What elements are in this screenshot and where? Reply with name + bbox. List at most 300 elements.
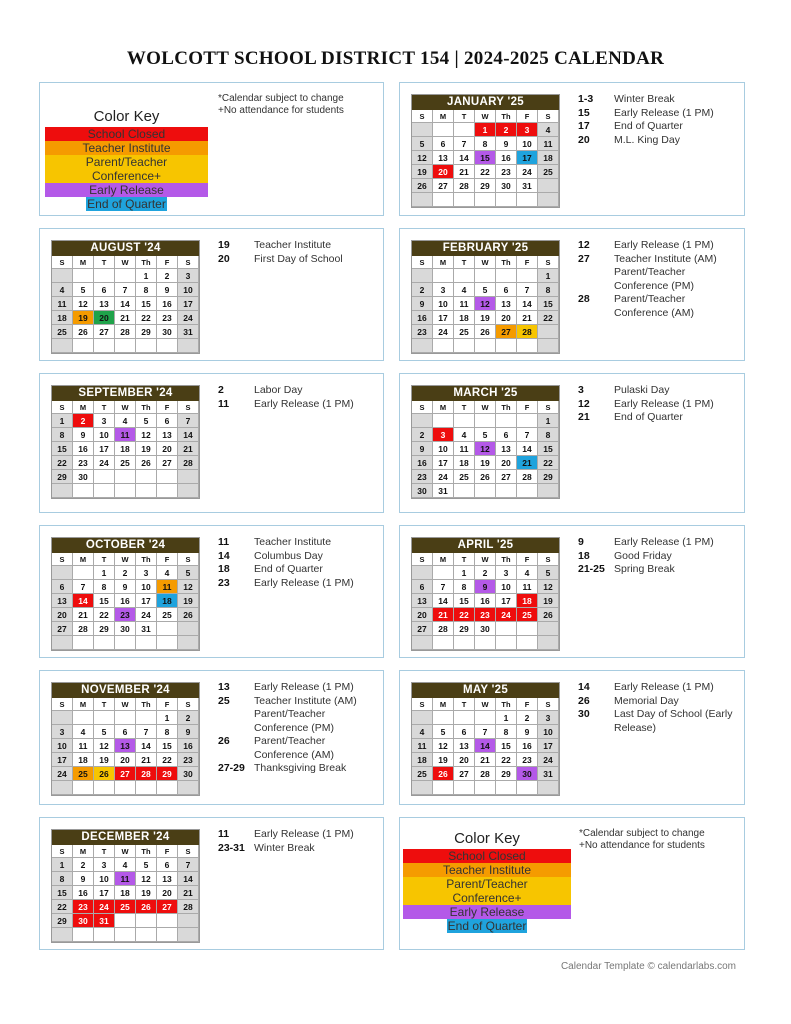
day-cell: 14 xyxy=(136,739,157,753)
empty-day-cell xyxy=(94,484,115,498)
day-cell: 12 xyxy=(475,442,496,456)
event-row xyxy=(218,563,377,577)
empty-day-cell xyxy=(538,179,559,193)
day-cell: 12 xyxy=(136,872,157,886)
weekday-header: S xyxy=(178,401,199,414)
weekday-header: S xyxy=(412,110,433,123)
day-cell: 21 xyxy=(517,456,538,470)
day-cell: 5 xyxy=(178,566,199,580)
weekday-header: S xyxy=(52,845,73,858)
day-cell: 20 xyxy=(115,753,136,767)
color-key-item: Parent/Teacher xyxy=(45,155,208,169)
month-events xyxy=(578,384,738,425)
empty-day-cell xyxy=(517,414,538,428)
weekday-header: W xyxy=(115,698,136,711)
event-description: Early Release (1 PM) xyxy=(614,681,714,693)
empty-day-cell xyxy=(517,193,538,207)
empty-day-cell xyxy=(412,414,433,428)
empty-day-cell xyxy=(517,781,538,795)
day-cell: 9 xyxy=(157,283,178,297)
empty-day-cell xyxy=(136,914,157,928)
event-description: Early Release (1 PM) xyxy=(254,681,354,693)
event-description: M.L. King Day xyxy=(614,133,680,146)
event-description: Early Release (1 PM) xyxy=(614,106,714,119)
day-cell: 17 xyxy=(433,311,454,325)
day-cell: 11 xyxy=(454,442,475,456)
day-cell: 29 xyxy=(157,767,178,781)
weekday-header: S xyxy=(538,401,559,414)
weekday-header: Th xyxy=(136,256,157,269)
event-description: End of Quarter xyxy=(254,563,323,575)
day-cell: 31 xyxy=(178,325,199,339)
day-cell: 26 xyxy=(136,900,157,914)
empty-day-cell xyxy=(178,339,199,353)
empty-day-cell xyxy=(412,123,433,137)
empty-day-cell xyxy=(136,781,157,795)
day-cell: 28 xyxy=(454,179,475,193)
month-title: FEBRUARY '25 xyxy=(412,241,559,256)
day-cell: 13 xyxy=(454,739,475,753)
event-row xyxy=(218,577,377,591)
day-cell: 11 xyxy=(454,297,475,311)
day-cell: 14 xyxy=(517,297,538,311)
day-cell: 4 xyxy=(517,566,538,580)
empty-day-cell xyxy=(178,781,199,795)
day-cell: 6 xyxy=(157,858,178,872)
empty-day-cell xyxy=(496,414,517,428)
day-cell: 9 xyxy=(496,137,517,151)
day-cell: 8 xyxy=(94,580,115,594)
empty-day-cell xyxy=(412,269,433,283)
month-calendar xyxy=(51,385,200,499)
day-cell: 30 xyxy=(73,470,94,484)
day-cell: 13 xyxy=(412,594,433,608)
day-cell: 15 xyxy=(157,739,178,753)
day-cell: 7 xyxy=(73,580,94,594)
day-cell: 30 xyxy=(517,767,538,781)
month-events xyxy=(578,681,738,735)
day-cell: 11 xyxy=(157,580,178,594)
day-cell: 16 xyxy=(178,739,199,753)
event-description: Parent/Teacher Conference (AM) xyxy=(614,293,694,319)
day-cell: 1 xyxy=(157,711,178,725)
weekday-header: W xyxy=(115,256,136,269)
event-description: Early Release (1 PM) xyxy=(614,397,714,410)
day-cell: 16 xyxy=(412,456,433,470)
day-cell: 16 xyxy=(73,442,94,456)
empty-day-cell xyxy=(433,193,454,207)
empty-day-cell xyxy=(433,711,454,725)
empty-day-cell xyxy=(115,339,136,353)
day-cell: 13 xyxy=(496,442,517,456)
empty-day-cell xyxy=(157,484,178,498)
day-cell: 22 xyxy=(538,456,559,470)
month-title: OCTOBER '24 xyxy=(52,538,199,553)
empty-day-cell xyxy=(433,269,454,283)
weekday-header: Th xyxy=(136,698,157,711)
day-cell: 9 xyxy=(475,580,496,594)
event-description: Pulaski Day xyxy=(614,384,670,396)
weekday-header: M xyxy=(73,553,94,566)
empty-day-cell xyxy=(115,928,136,942)
event-row xyxy=(578,563,738,577)
day-cell: 17 xyxy=(136,594,157,608)
month-events xyxy=(578,239,738,320)
day-cell: 24 xyxy=(496,608,517,622)
day-cell: 24 xyxy=(538,753,559,767)
day-cell: 27 xyxy=(94,325,115,339)
day-cell: 12 xyxy=(538,580,559,594)
day-cell: 2 xyxy=(157,269,178,283)
day-cell: 26 xyxy=(136,456,157,470)
day-cell: 26 xyxy=(178,608,199,622)
month-events xyxy=(578,93,738,147)
day-cell: 30 xyxy=(475,622,496,636)
day-cell: 9 xyxy=(115,580,136,594)
empty-day-cell xyxy=(94,781,115,795)
event-row xyxy=(218,253,377,267)
empty-day-cell xyxy=(454,193,475,207)
empty-day-cell xyxy=(73,339,94,353)
empty-day-cell xyxy=(157,339,178,353)
event-date: 21-25 xyxy=(578,563,605,575)
day-cell: 23 xyxy=(475,608,496,622)
day-cell: 28 xyxy=(517,470,538,484)
day-cell: 29 xyxy=(52,470,73,484)
day-cell: 21 xyxy=(136,753,157,767)
weekday-header: W xyxy=(475,110,496,123)
day-cell: 31 xyxy=(433,484,454,498)
weekday-header: T xyxy=(94,401,115,414)
day-cell: 7 xyxy=(178,414,199,428)
event-row xyxy=(578,93,738,107)
color-key-item: Parent/Teacher xyxy=(403,877,571,891)
empty-day-cell xyxy=(157,622,178,636)
month-title: DECEMBER '24 xyxy=(52,830,199,845)
empty-day-cell xyxy=(115,484,136,498)
event-date: 20 xyxy=(218,252,230,265)
empty-day-cell xyxy=(454,781,475,795)
day-cell: 11 xyxy=(73,739,94,753)
day-cell: 30 xyxy=(115,622,136,636)
event-date: 13 xyxy=(218,681,230,693)
empty-day-cell xyxy=(157,636,178,650)
color-key-item: Early Release xyxy=(403,905,571,919)
day-cell: 22 xyxy=(136,311,157,325)
event-row xyxy=(218,695,377,736)
day-cell: 16 xyxy=(517,739,538,753)
day-cell: 1 xyxy=(496,711,517,725)
month-title: NOVEMBER '24 xyxy=(52,683,199,698)
weekday-header: Th xyxy=(136,845,157,858)
empty-day-cell xyxy=(475,414,496,428)
empty-day-cell xyxy=(538,484,559,498)
empty-day-cell xyxy=(136,470,157,484)
event-date: 14 xyxy=(578,681,590,693)
weekday-header: S xyxy=(52,256,73,269)
event-date: 25 xyxy=(218,694,230,707)
month-panel-january xyxy=(399,82,745,216)
event-date: 27-29 xyxy=(218,762,245,774)
day-cell: 26 xyxy=(538,608,559,622)
event-date: 1-3 xyxy=(578,93,594,105)
month-panel-march xyxy=(399,373,745,513)
event-description: Teacher Institute xyxy=(254,239,332,251)
empty-day-cell xyxy=(136,636,157,650)
empty-day-cell xyxy=(178,484,199,498)
day-cell: 7 xyxy=(454,137,475,151)
weekday-header: M xyxy=(73,698,94,711)
day-cell: 29 xyxy=(136,325,157,339)
empty-day-cell xyxy=(433,414,454,428)
day-cell: 3 xyxy=(538,711,559,725)
month-title: SEPTEMBER '24 xyxy=(52,386,199,401)
empty-day-cell xyxy=(115,711,136,725)
event-row xyxy=(578,120,738,134)
day-cell: 1 xyxy=(475,123,496,137)
weekday-header: S xyxy=(178,553,199,566)
event-date: 19 xyxy=(218,239,230,251)
day-cell: 17 xyxy=(178,297,199,311)
event-description: Thanksgiving Break xyxy=(254,762,347,774)
day-cell: 11 xyxy=(517,580,538,594)
empty-day-cell xyxy=(73,711,94,725)
month-calendar xyxy=(51,682,200,796)
day-cell: 23 xyxy=(412,470,433,484)
weekday-header: M xyxy=(433,401,454,414)
day-cell: 28 xyxy=(475,767,496,781)
event-description: First Day of School xyxy=(254,252,343,265)
day-cell: 13 xyxy=(94,297,115,311)
event-row xyxy=(578,253,738,294)
empty-day-cell xyxy=(136,711,157,725)
empty-day-cell xyxy=(412,781,433,795)
event-description: Columbus Day xyxy=(254,549,323,562)
weekday-header: S xyxy=(538,553,559,566)
day-cell: 8 xyxy=(475,137,496,151)
day-cell: 19 xyxy=(73,311,94,325)
note-line-1-bottom: *Calendar subject to change xyxy=(579,828,705,839)
day-cell: 20 xyxy=(433,165,454,179)
day-cell: 9 xyxy=(178,725,199,739)
day-cell: 15 xyxy=(538,442,559,456)
day-cell: 6 xyxy=(115,725,136,739)
day-cell: 26 xyxy=(412,179,433,193)
day-cell: 16 xyxy=(475,594,496,608)
day-cell: 11 xyxy=(52,297,73,311)
event-description: Early Release (1 PM) xyxy=(254,576,354,589)
day-cell: 21 xyxy=(433,608,454,622)
month-calendar xyxy=(51,829,200,943)
day-cell: 3 xyxy=(178,269,199,283)
day-cell: 10 xyxy=(52,739,73,753)
event-date: 11 xyxy=(218,536,230,548)
day-cell: 28 xyxy=(115,325,136,339)
empty-day-cell xyxy=(517,622,538,636)
empty-day-cell xyxy=(496,636,517,650)
event-description: Last Day of School (Early Release) xyxy=(614,708,733,734)
day-cell: 12 xyxy=(433,739,454,753)
day-cell: 15 xyxy=(136,297,157,311)
event-row xyxy=(578,398,738,412)
day-cell: 9 xyxy=(73,428,94,442)
day-cell: 3 xyxy=(94,858,115,872)
day-cell: 16 xyxy=(496,151,517,165)
day-cell: 26 xyxy=(73,325,94,339)
event-row xyxy=(578,536,738,550)
event-date: 20 xyxy=(578,133,590,146)
day-cell: 27 xyxy=(115,767,136,781)
day-cell: 23 xyxy=(178,753,199,767)
weekday-header: S xyxy=(412,256,433,269)
day-cell: 21 xyxy=(454,165,475,179)
page-title: WOLCOTT SCHOOL DISTRICT 154 | 2024-2025 CALENDAR xyxy=(126,48,665,69)
weekday-header: S xyxy=(412,401,433,414)
event-date: 26 xyxy=(578,694,590,707)
weekday-header: S xyxy=(178,845,199,858)
day-cell: 10 xyxy=(538,725,559,739)
weekday-header: Th xyxy=(136,401,157,414)
event-description: Winter Break xyxy=(254,841,315,854)
empty-day-cell xyxy=(52,269,73,283)
day-cell: 19 xyxy=(136,886,157,900)
month-events xyxy=(218,239,377,266)
day-cell: 8 xyxy=(52,428,73,442)
empty-day-cell xyxy=(496,339,517,353)
day-cell: 24 xyxy=(136,608,157,622)
event-row xyxy=(218,828,377,842)
day-cell: 27 xyxy=(412,622,433,636)
event-date: 2 xyxy=(218,384,224,396)
day-cell: 22 xyxy=(52,456,73,470)
empty-day-cell xyxy=(115,781,136,795)
empty-day-cell xyxy=(538,193,559,207)
day-cell: 22 xyxy=(94,608,115,622)
day-cell: 5 xyxy=(136,858,157,872)
month-calendar xyxy=(51,537,200,651)
event-date: 30 xyxy=(578,708,590,720)
day-cell: 26 xyxy=(475,470,496,484)
event-description: Labor Day xyxy=(254,384,303,396)
weekday-header: M xyxy=(433,256,454,269)
empty-day-cell xyxy=(454,636,475,650)
day-cell: 5 xyxy=(73,283,94,297)
event-row xyxy=(578,550,738,564)
event-row xyxy=(218,384,377,398)
month-events xyxy=(578,536,738,577)
footer-credit: Calendar Template © calendarlabs.com xyxy=(560,961,736,972)
empty-day-cell xyxy=(157,470,178,484)
day-cell: 1 xyxy=(52,414,73,428)
event-description: Teacher Institute (AM) Parent/Teacher Conference (PM) xyxy=(254,694,357,734)
event-date: 28 xyxy=(578,293,590,305)
day-cell: 29 xyxy=(52,914,73,928)
weekday-header: M xyxy=(73,845,94,858)
day-cell: 26 xyxy=(433,767,454,781)
day-cell: 10 xyxy=(178,283,199,297)
day-cell: 31 xyxy=(136,622,157,636)
empty-day-cell xyxy=(94,269,115,283)
empty-day-cell xyxy=(517,339,538,353)
day-cell: 17 xyxy=(94,442,115,456)
day-cell: 27 xyxy=(433,179,454,193)
weekday-header: T xyxy=(94,553,115,566)
weekday-header: M xyxy=(433,553,454,566)
note-line-1: *Calendar subject to change xyxy=(218,93,344,104)
day-cell: 5 xyxy=(433,725,454,739)
month-panel-september xyxy=(39,373,384,513)
weekday-header: W xyxy=(475,401,496,414)
empty-day-cell xyxy=(73,269,94,283)
event-row xyxy=(578,681,738,695)
weekday-header: W xyxy=(475,553,496,566)
day-cell: 15 xyxy=(52,442,73,456)
weekday-header: Th xyxy=(136,553,157,566)
day-cell: 5 xyxy=(412,137,433,151)
day-cell: 20 xyxy=(454,753,475,767)
day-cell: 5 xyxy=(475,428,496,442)
weekday-header: M xyxy=(73,256,94,269)
month-events xyxy=(218,828,377,855)
event-date: 3 xyxy=(578,384,584,396)
day-cell: 20 xyxy=(157,442,178,456)
event-row xyxy=(578,695,738,709)
weekday-header: F xyxy=(157,256,178,269)
weekday-header: F xyxy=(517,553,538,566)
day-cell: 3 xyxy=(136,566,157,580)
weekday-header: S xyxy=(178,698,199,711)
day-cell: 12 xyxy=(475,297,496,311)
weekday-header: Th xyxy=(496,401,517,414)
empty-day-cell xyxy=(115,914,136,928)
weekday-header: F xyxy=(157,553,178,566)
day-cell: 1 xyxy=(136,269,157,283)
event-description: Spring Break xyxy=(614,563,675,575)
day-cell: 16 xyxy=(73,886,94,900)
weekday-header: T xyxy=(94,698,115,711)
day-cell: 20 xyxy=(157,886,178,900)
day-cell: 13 xyxy=(157,428,178,442)
day-cell: 3 xyxy=(496,566,517,580)
day-cell: 25 xyxy=(517,608,538,622)
empty-day-cell xyxy=(94,711,115,725)
weekday-header: S xyxy=(538,110,559,123)
day-cell: 23 xyxy=(496,165,517,179)
event-row xyxy=(578,107,738,121)
month-events xyxy=(218,681,377,776)
empty-day-cell xyxy=(178,914,199,928)
color-key-title-bottom: Color Key xyxy=(454,830,520,847)
empty-day-cell xyxy=(94,470,115,484)
empty-day-cell xyxy=(52,781,73,795)
color-key-item: School Closed xyxy=(403,849,571,863)
color-key-title: Color Key xyxy=(93,108,160,125)
day-cell: 17 xyxy=(496,594,517,608)
day-cell: 2 xyxy=(412,283,433,297)
empty-day-cell xyxy=(73,781,94,795)
month-title: MAY '25 xyxy=(412,683,559,698)
event-date: 23 xyxy=(218,576,230,589)
empty-day-cell xyxy=(538,325,559,339)
weekday-header: S xyxy=(52,553,73,566)
note-line-2: +No attendance for students xyxy=(218,104,344,116)
day-cell: 4 xyxy=(52,283,73,297)
day-cell: 30 xyxy=(496,179,517,193)
day-cell: 10 xyxy=(433,442,454,456)
day-cell: 17 xyxy=(538,739,559,753)
color-key-item: Teacher Institute xyxy=(45,141,208,155)
color-key-item: School Closed xyxy=(45,127,208,141)
